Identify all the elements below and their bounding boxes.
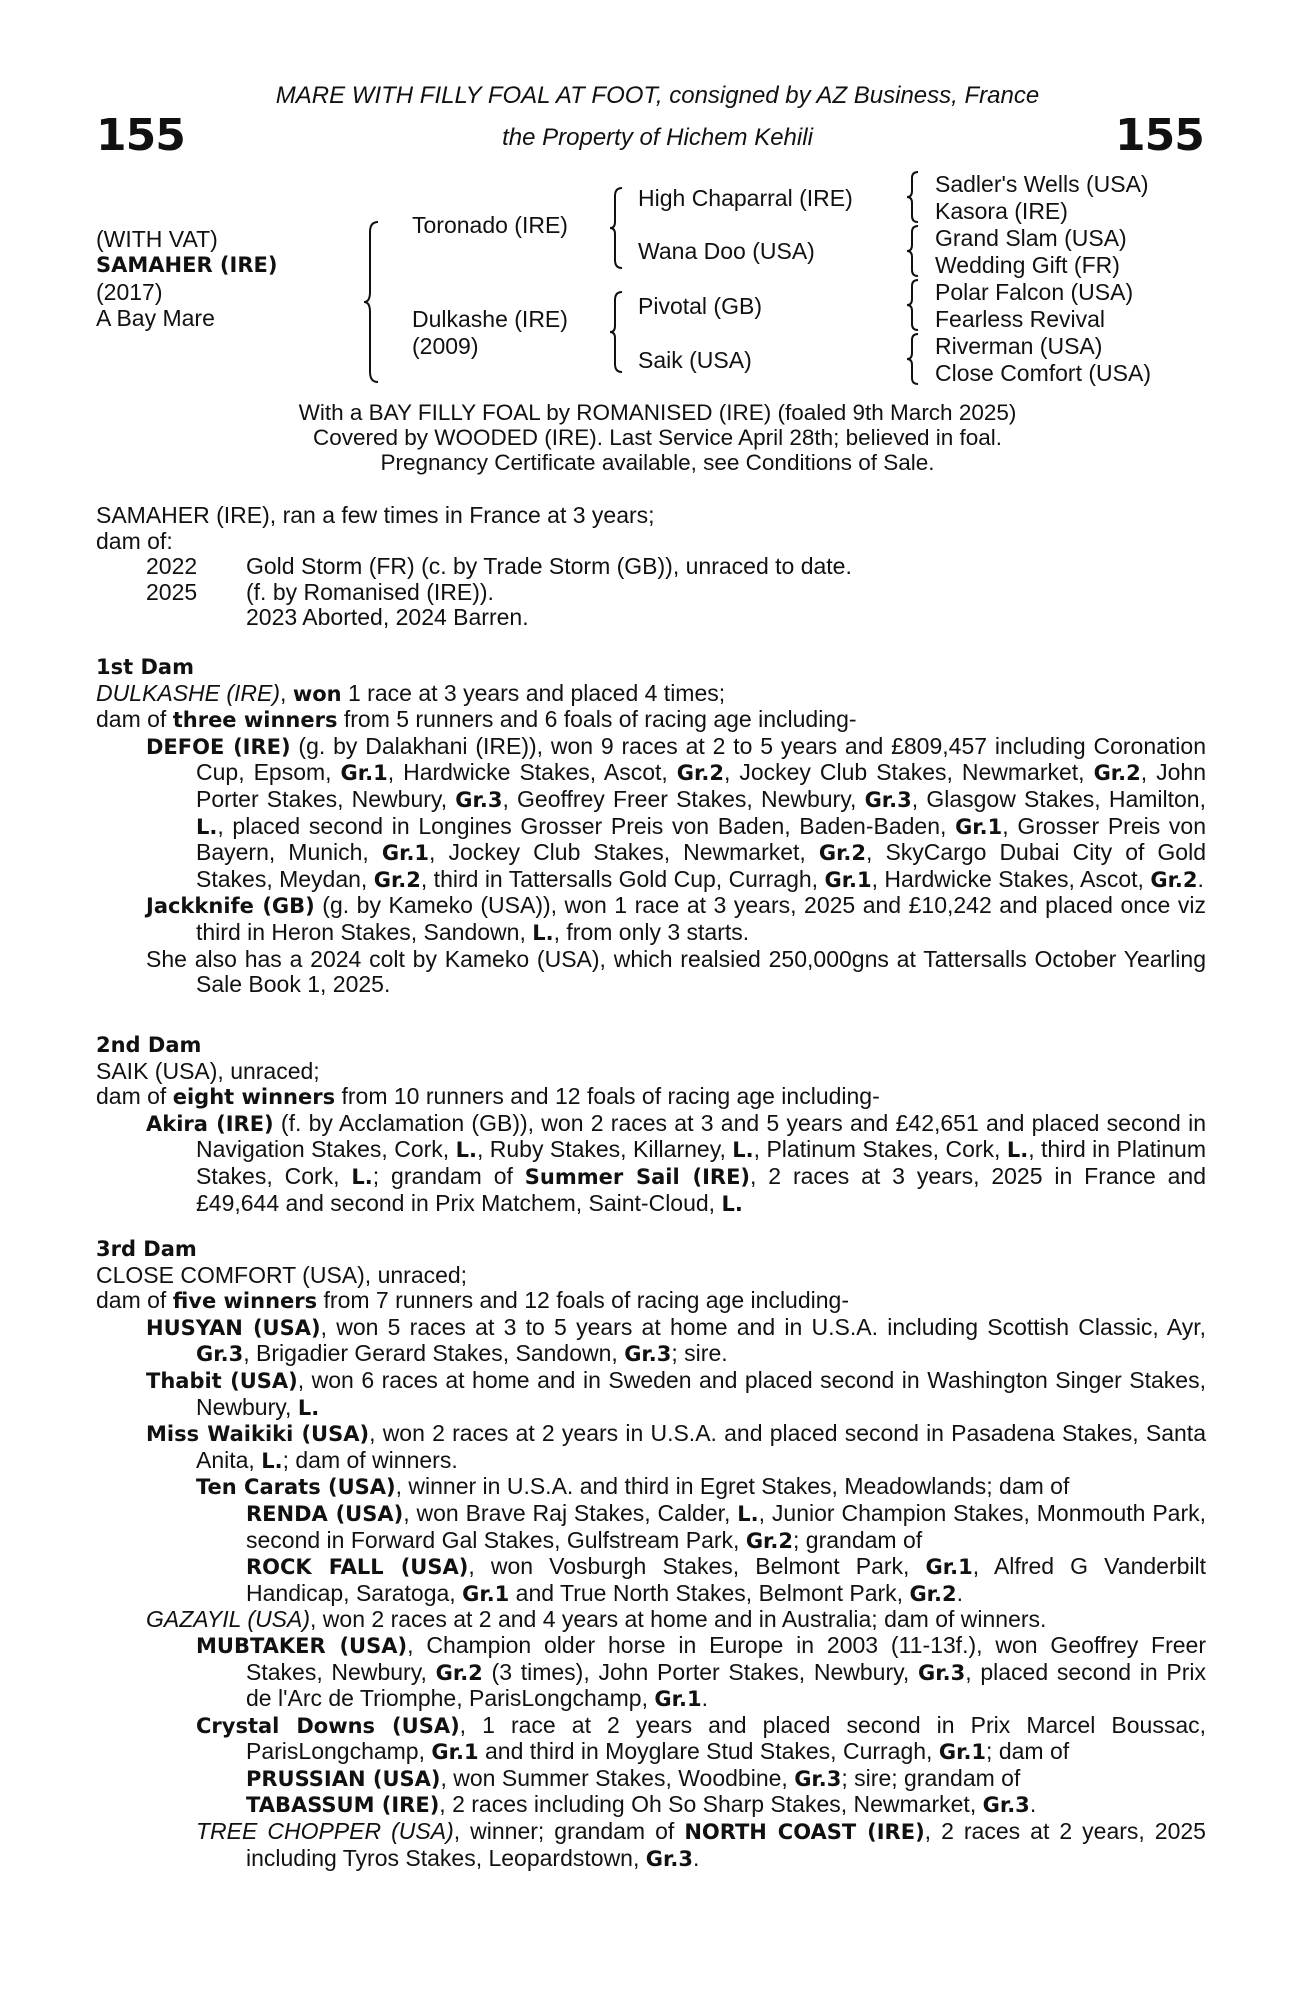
text: , won Summer Stakes, Woodbine, [440,1764,795,1791]
text: , Jockey Club Stakes, Newmarket, [429,839,819,866]
second-dam-heading: 2nd Dam [96,1033,202,1057]
pedigree-gen3 [935,171,1151,387]
progeny-akira [96,1111,1206,1217]
text: ; dam of [986,1738,1070,1765]
pedigree-gen3-8: Close Comfort (USA) [935,360,1151,386]
grade: L. [1006,1138,1029,1163]
text: , 2 races including Oh So Sharp Stakes, Newmarket, [439,1791,983,1818]
progeny-name: HUSYAN (USA) [146,1315,321,1340]
foal-note-3: Pregnancy Certificate available, see Conditions of Sale. [380,450,935,475]
text: , Champion older horse in Europe in 2003 (11-13f.), won Geoffrey Freer Stakes, Newbury, [246,1631,1206,1685]
text: ; grandam of [793,1526,923,1553]
progeny-ten-carats [96,1474,1206,1501]
pedigree-gen3-6: Fearless Revival [935,306,1105,332]
text: , Hardwicke Stakes, Ascot, [871,865,1151,892]
grade: Gr.2 [676,761,724,786]
pedigree-gen3-7: Riverman (USA) [935,333,1103,359]
pedigree-brace-g3-4 [905,332,923,386]
grade: Gr.3 [196,1342,244,1367]
horse-description: A Bay Mare [96,305,215,331]
produce-year [96,605,246,631]
first-dam-summary [96,707,1206,734]
horse-name: SAMAHER (IRE) [96,253,278,277]
text: , won Brave Raj Stakes, Calder, [403,1499,738,1526]
progeny-name: Ten Carats (USA) [196,1475,396,1500]
text: , Ruby Stakes, Killarney, [476,1136,733,1163]
produce-text: (f. by Romanised (IRE)). [246,578,494,605]
grade: Gr.1 [431,1740,479,1765]
text: , Jockey Club Stakes, Newmarket, [723,759,1094,786]
grade: L. [532,920,554,945]
first-dam-line: DULKASHE (IRE), won 1 race at 3 years and placed 4 times; [96,679,726,706]
grade: Gr.2 [818,841,867,866]
second-dam-name: SAIK (USA), unraced; [96,1057,320,1084]
progeny-name: Jackknife (GB) [146,894,315,919]
grade: L. [351,1164,373,1189]
text: , won Vosburgh Stakes, Belmont Park, [468,1553,926,1580]
pedigree-dam: Dulkashe (IRE) [412,306,568,332]
lot-number-right: 155 [1115,110,1204,161]
pedigree-brace-g3-1 [905,170,923,224]
text: dam of [96,1083,173,1110]
produce-text: Gold Storm (FR) (c. by Trade Storm (GB)), unraced to date. [246,553,852,580]
grade: L. [297,1395,320,1420]
pedigree-brace-gen1 [362,218,386,386]
second-dam-summary [96,1084,1206,1111]
progeny-jackknife [96,893,1206,946]
progeny-miss-waikiki [96,1421,1206,1474]
text: , placed second in Prix de l'Arc de Triomphe, ParisLongchamp, [246,1658,1206,1712]
progeny-name: Akira (IRE) [146,1111,274,1136]
progeny-name: DEFOE (IRE) [146,734,291,759]
produce-year: 2022 [146,553,198,580]
produce-row [96,605,1206,631]
pedigree-brace-dam [608,290,628,374]
progeny-mubtaker [96,1633,1206,1713]
produce-text: 2023 Aborted, 2024 Barren. [246,604,529,631]
pedigree-sire-sire: High Chaparral (IRE) [638,185,853,211]
progeny-name: MUBTAKER (USA) [196,1633,408,1658]
pedigree-brace-sire [608,186,628,270]
third-dam-section [96,1237,1206,1872]
text: . [956,1579,964,1606]
pedigree-dam-year: (2009) [412,333,479,359]
colt-note: She also has a 2024 colt by Kameko (USA), which realsied 250,000gns at Tattersalls October Yearling Sale Book 1, 2025. [146,945,1206,998]
text: , Grosser Preis von Bayern, Munich, [196,812,1206,866]
progeny-name: GAZAYIL (USA) [146,1606,311,1633]
text: , from only 3 starts. [553,918,750,945]
text: dam of [96,1287,173,1314]
text: (f. by Acclamation (GB)), won 2 races at 3 and 5 years and £42,651 and placed second in Navigation Stakes, Cork, [196,1109,1207,1163]
text: , won 6 races at home and in Sweden and placed second in Washington Singer Stakes, Newbury, [196,1366,1206,1420]
produce-row [96,554,1206,580]
grade: Gr.3 [794,1766,842,1791]
won-label: won [292,681,342,706]
pedigree-brace-g3-3 [905,278,923,332]
grade: L. [721,1191,743,1216]
text: from 10 runners and 12 foals of racing age including- [335,1083,880,1110]
grade: Gr.1 [925,1555,973,1580]
text: and third in Moyglare Stud Stakes, Curragh, [478,1738,939,1765]
text: (3 times), John Porter Stakes, Newbury, [482,1658,919,1685]
text: , Brigadier Gerard Stakes, Sandown, [243,1340,625,1367]
grade: L. [455,1138,477,1163]
progeny-thabit [96,1368,1206,1421]
text: , third in Tattersalls Gold Cup, Curragh, [420,865,825,892]
produce-year: 2025 [146,578,198,605]
progeny-tree-chopper [96,1819,1206,1872]
grade: Gr.3 [645,1846,693,1871]
winners-count: five winners [172,1289,318,1314]
first-dam-record: 1 race at 3 years and placed 4 times; [341,679,726,706]
text: , Geoffrey Freer Stakes, Newbury, [502,785,865,812]
grade: Gr.2 [745,1528,794,1553]
grade: Gr.1 [340,761,388,786]
text: , won 5 races at 3 to 5 years at home and in U.S.A. including Scottish Classic, Ayr, [320,1313,1206,1340]
text: . [701,1685,708,1712]
grade: Gr.3 [982,1793,1030,1818]
text: ; dam of winners. [282,1446,458,1473]
grade: Gr.1 [462,1581,510,1606]
pedigree-dam-dam: Saik (USA) [638,347,752,373]
third-dam-name: CLOSE COMFORT (USA), unraced; [96,1261,468,1288]
progeny-crystal-downs [96,1713,1206,1766]
pedigree-sire-dam: Wana Doo (USA) [638,238,815,264]
text: , won 2 races at 2 years in U.S.A. and placed second in Pasadena Stakes, Santa Anita, [196,1420,1206,1473]
winners-count: three winners [172,708,338,733]
lot-number-left: 155 [96,110,185,161]
text: , Glasgow Stakes, Hamilton, [911,785,1206,812]
text: ; sire. [671,1340,728,1367]
pedigree-gen3-2: Kasora (IRE) [935,198,1068,224]
progeny-name: RENDA (USA) [246,1501,404,1526]
text: from 7 runners and 12 foals of racing age including- [317,1287,849,1314]
text: , Alfred G Vanderbilt Handicap, Saratoga, [246,1553,1207,1606]
progeny-renda [96,1501,1206,1554]
text: . [692,1844,700,1871]
grade: Gr.3 [918,1660,966,1685]
progeny-prussian [96,1766,1206,1793]
grade: Gr.1 [381,841,430,866]
pedigree-sire: Toronado (IRE) [412,212,568,238]
first-dam-section [96,655,1206,998]
grade: L. [737,1501,759,1526]
produce-row [96,580,1206,606]
grade: Gr.1 [955,814,1003,839]
progeny-name: NORTH COAST (IRE) [684,1820,925,1845]
text: (g. by Kameko (USA)), won 1 race at 3 years, 2025 and £10,242 and placed once viz third in Heron Stakes, Sandown, [196,892,1206,945]
grade: Gr.3 [864,787,912,812]
progeny-rock-fall [96,1554,1206,1607]
grade: Gr.2 [1093,761,1141,786]
vat-note: (WITH VAT) [96,226,218,252]
horse-block [96,226,277,331]
produce-record [96,503,1206,631]
pedigree-dam-sire: Pivotal (GB) [638,293,762,319]
text: ; sire; grandam of [841,1764,1021,1791]
grade: Gr.2 [1150,867,1198,892]
progeny-name: Miss Waikiki (USA) [146,1422,370,1447]
progeny-defoe [96,734,1206,894]
grade: Gr.3 [455,787,503,812]
grade: Gr.2 [435,1660,483,1685]
grade: L. [732,1138,754,1163]
text: (g. by Dalakhani (IRE)), won 9 races at 2 to 5 years and £809,457 including Coronation Cup, Epsom, [196,732,1206,786]
progeny-tabassum [96,1792,1206,1819]
text: , 2 races at 2 years, 2025 including Tyros Stakes, Leopardstown, [246,1818,1206,1871]
grade: Gr.1 [654,1687,702,1712]
text: dam of [96,706,173,733]
grade: Gr.2 [373,867,421,892]
text: . [1197,865,1204,892]
progeny-name: Crystal Downs (USA) [196,1713,460,1738]
progeny-name: Thabit (USA) [146,1368,298,1393]
pedigree-gen3-1: Sadler's Wells (USA) [935,171,1149,197]
foal-note-1: With a BAY FILLY FOAL by ROMANISED (IRE) (foaled 9th March 2025) [298,400,1017,425]
produce-dam-of: dam of: [96,527,173,554]
text: , John Porter Stakes, Newbury, [196,759,1207,812]
pedigree-gen3-3: Grand Slam (USA) [935,225,1127,251]
grade: L. [261,1448,283,1473]
text: , winner in U.S.A. and third in Egret Stakes, Meadowlands; dam of [395,1473,1070,1500]
winners-count: eight winners [172,1085,336,1110]
text: , third in Platinum Stakes, Cork, [196,1136,1206,1189]
text: , won 2 races at 2 and 4 years at home and in Australia; dam of winners. [310,1606,1047,1633]
first-dam-heading: 1st Dam [96,655,194,679]
progeny-husyan [96,1315,1206,1368]
text: , 1 race at 2 years and placed second in Prix Marcel Boussac, ParisLongchamp, [246,1711,1206,1765]
progeny-name: TREE CHOPPER (USA) [196,1818,454,1845]
foal-notes [0,400,1315,475]
text: , SkyCargo Dubai City of Gold Stakes, Meydan, [196,839,1206,892]
progeny-name: PRUSSIAN (USA) [246,1766,441,1791]
grade: Gr.1 [938,1740,987,1765]
pedigree-gen3-5: Polar Falcon (USA) [935,279,1134,305]
produce-intro: SAMAHER (IRE), ran a few times in France at 3 years; [96,502,655,528]
progeny-name: Summer Sail (IRE) [524,1164,751,1189]
second-dam-section [96,1033,1206,1217]
grade: Gr.2 [909,1581,957,1606]
progeny-name: TABASSUM (IRE) [246,1793,440,1818]
text: and True North Stakes, Belmont Park, [509,1579,910,1606]
third-dam-heading: 3rd Dam [96,1237,197,1261]
text: from 5 runners and 6 foals of racing age including- [337,706,857,733]
text: , Hardwicke Stakes, Ascot, [387,759,677,786]
pedigree-brace-g3-2 [905,224,923,278]
first-dam-name: DULKASHE (IRE) [96,679,281,706]
text: ; grandam of [372,1162,525,1189]
horse-year: (2017) [96,279,163,305]
grade: Gr.3 [624,1342,672,1367]
text: , Platinum Stakes, Cork, [753,1136,1007,1163]
lot-property: the Property of Hichem Kehili [502,124,813,151]
grade: L. [196,814,218,839]
pedigree-gen3-4: Wedding Gift (FR) [935,252,1120,278]
text: , winner; grandam of [453,1818,685,1845]
foal-note-2: Covered by WOODED (IRE). Last Service April 28th; believed in foal. [312,425,1003,450]
text: , placed second in Longines Grosser Preis von Baden, Baden-Baden, [217,812,956,839]
progeny-name: ROCK FALL (USA) [246,1555,469,1580]
third-dam-summary [96,1288,1206,1315]
grade: Gr.1 [824,867,872,892]
text: . [1029,1791,1037,1818]
text: , Junior Champion Stakes, Monmouth Park, second in Forward Gal Stakes, Gulfstream Park, [246,1499,1207,1553]
lot-title: MARE WITH FILLY FOAL AT FOOT, consigned by AZ Business, France [275,82,1040,109]
progeny-gazayil [96,1607,1206,1633]
text: , 2 races at 3 years, 2025 in France and £49,644 and second in Prix Matchem, Saint-Cloud, [196,1162,1206,1216]
